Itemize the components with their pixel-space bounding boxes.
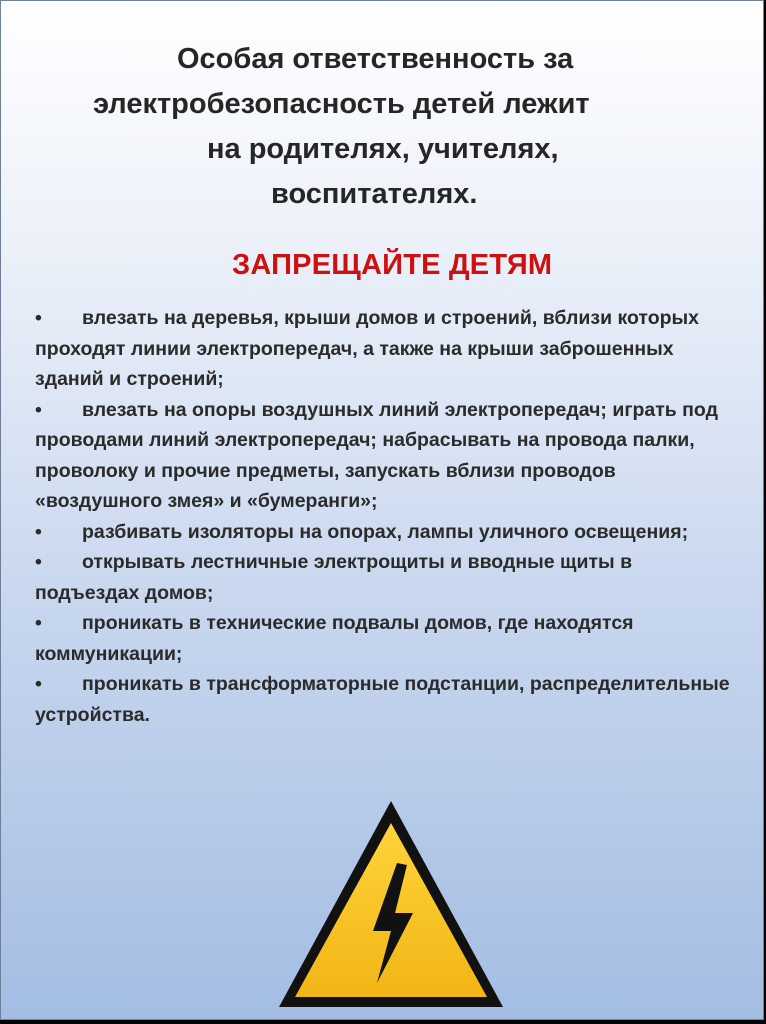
- rule-item-6: [35, 669, 735, 730]
- rule-item-3: [35, 517, 735, 548]
- rules-list: [35, 303, 735, 730]
- bullet: •: [35, 398, 42, 421]
- bullet: •: [35, 551, 42, 573]
- rule-text: влезать на деревья, крыши домов и строений, вблизи которых проходят линии электропередач, а также на крыши заброшенных зданий и строений;: [35, 307, 700, 390]
- rule-text: влезать на опоры воздушных линий электропередач; играть под проводами линий электропередач; набрасывать на провода палки, проволоку и прочие предметы, запускать вблизи проводов «воздушного змея» и «бумеранги»;: [35, 398, 718, 512]
- rule-item-5: [35, 608, 735, 669]
- page-title: [61, 37, 721, 217]
- high-voltage-warning-icon: [273, 793, 509, 1013]
- rule-text: открывать лестничные электрощиты и вводные щиты в подъездах домов;: [35, 551, 633, 604]
- title-line-1: Особая ответственность за: [177, 43, 574, 75]
- rule-item-4: [35, 547, 735, 608]
- rule-item-2: [35, 395, 735, 517]
- rule-text: проникать в технические подвалы домов, где находятся коммуникации;: [35, 612, 634, 665]
- rule-text: проникать в трансформаторные подстанции, распределительные устройства.: [35, 673, 730, 726]
- rule-text: разбивать изоляторы на опорах, лампы уличного освещения;: [82, 520, 689, 543]
- title-line-2: электробезопасность детей лежит: [93, 88, 590, 120]
- title-line-4: воспитателях.: [271, 178, 478, 210]
- forbid-heading: ЗАПРЕЩАЙТЕ ДЕТЯМ: [232, 249, 553, 281]
- bullet: •: [35, 520, 42, 543]
- rule-item-1: [35, 303, 735, 395]
- bullet: •: [35, 612, 42, 634]
- title-line-3: на родителях, учителях,: [207, 133, 559, 165]
- bullet: •: [35, 673, 42, 695]
- bullet: •: [35, 307, 42, 329]
